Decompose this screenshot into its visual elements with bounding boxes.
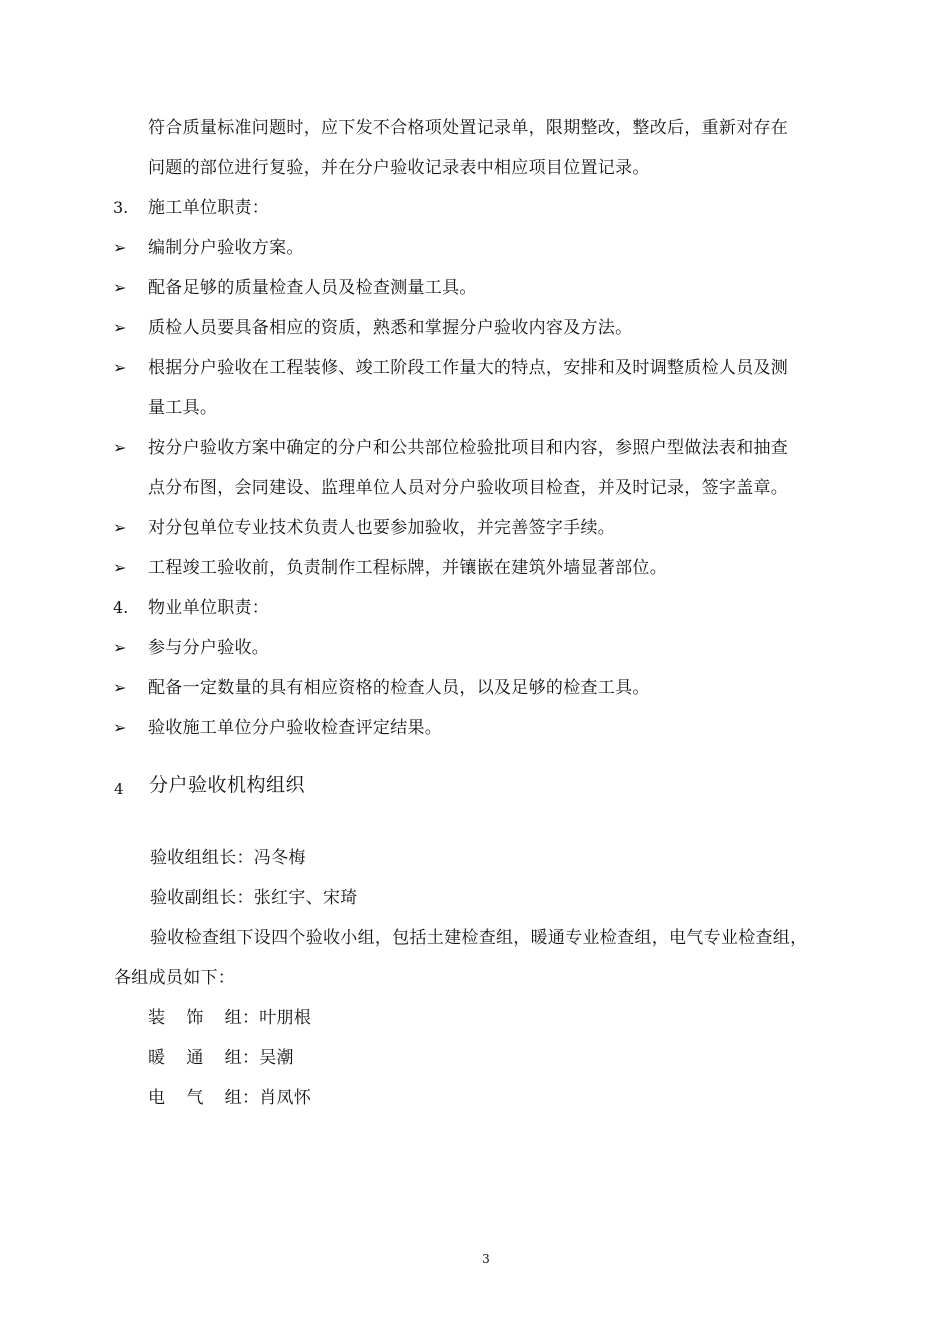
paragraph-line: 符合质量标准问题时，应下发不合格项处置记录单，限期整改，整改后，重新对存在 bbox=[148, 118, 789, 138]
list-item: 根据分户验收在工程装修、竣工阶段工作量大的特点，安排和及时调整质检人员及测 bbox=[148, 358, 789, 378]
bullet-arrow-icon: ➢ bbox=[113, 278, 127, 297]
list-item: 对分包单位专业技术负责人也要参加验收，并完善签字手续。 bbox=[148, 518, 616, 538]
section-title: 施工单位职责： bbox=[148, 198, 270, 218]
team-member: ：叶朋根 bbox=[241, 1008, 312, 1028]
bullet-arrow-icon: ➢ bbox=[113, 438, 127, 457]
team-label-char: 气 bbox=[186, 1088, 204, 1108]
heading-number: 4 bbox=[114, 780, 124, 798]
section-number: 4. bbox=[113, 598, 129, 617]
bullet-arrow-icon: ➢ bbox=[113, 518, 127, 537]
team-label-char: 组 bbox=[224, 1088, 242, 1108]
list-item: 工程竣工验收前，负责制作工程标牌，并镶嵌在建筑外墙显著部位。 bbox=[148, 558, 667, 578]
bullet-arrow-icon: ➢ bbox=[113, 558, 127, 577]
section-heading: 分户验收机构组织 bbox=[149, 774, 306, 796]
paragraph-line: 问题的部位进行复验，并在分户验收记录表中相应项目位置记录。 bbox=[148, 158, 650, 178]
org-description-continuation: 各组成员如下： bbox=[114, 968, 236, 988]
team-label-char: 电 bbox=[148, 1088, 166, 1108]
bullet-arrow-icon: ➢ bbox=[113, 718, 127, 737]
bullet-arrow-icon: ➢ bbox=[113, 318, 127, 337]
team-row bbox=[148, 1048, 294, 1068]
team-member: ：肖凤怀 bbox=[241, 1088, 312, 1108]
bullet-arrow-icon: ➢ bbox=[113, 678, 127, 697]
list-item: 配备一定数量的具有相应资格的检查人员，以及足够的检查工具。 bbox=[148, 678, 650, 698]
list-item: 配备足够的质量检查人员及检查测量工具。 bbox=[148, 278, 477, 298]
team-label-char: 暖 bbox=[148, 1048, 166, 1068]
list-item: 按分户验收方案中确定的分户和公共部位检验批项目和内容，参照户型做法表和抽查 bbox=[148, 438, 789, 458]
list-item-continuation: 量工具。 bbox=[148, 398, 218, 418]
team-label-char: 饰 bbox=[186, 1008, 204, 1028]
list-item-continuation: 点分布图，会同建设、监理单位人员对分户验收项目检查，并及时记录，签字盖章。 bbox=[148, 478, 789, 498]
bullet-arrow-icon: ➢ bbox=[113, 638, 127, 657]
team-row bbox=[148, 1008, 311, 1028]
section-number: 3. bbox=[113, 198, 129, 217]
team-label-char: 组 bbox=[224, 1048, 242, 1068]
bullet-arrow-icon: ➢ bbox=[113, 238, 127, 257]
team-row bbox=[148, 1088, 311, 1108]
org-leader: 验收组组长：冯冬梅 bbox=[150, 848, 306, 868]
list-item: 参与分户验收。 bbox=[148, 638, 270, 658]
list-item: 质检人员要具备相应的资质，熟悉和掌握分户验收内容及方法。 bbox=[148, 318, 633, 338]
page-number: 3 bbox=[482, 1252, 490, 1266]
team-member: ：吴潮 bbox=[241, 1048, 294, 1068]
team-label-char: 通 bbox=[186, 1048, 204, 1068]
team-label-char: 组 bbox=[224, 1008, 242, 1028]
org-deputy: 验收副组长：张红宇、宋琦 bbox=[150, 888, 358, 908]
team-label-char: 装 bbox=[148, 1008, 166, 1028]
bullet-arrow-icon: ➢ bbox=[113, 358, 127, 377]
list-item: 验收施工单位分户验收检查评定结果。 bbox=[148, 718, 443, 738]
org-description: 验收检查组下设四个验收小组，包括土建检查组，暖通专业检查组，电气专业检查组， bbox=[150, 928, 808, 948]
section-title: 物业单位职责： bbox=[148, 598, 270, 618]
list-item: 编制分户验收方案。 bbox=[148, 238, 304, 258]
